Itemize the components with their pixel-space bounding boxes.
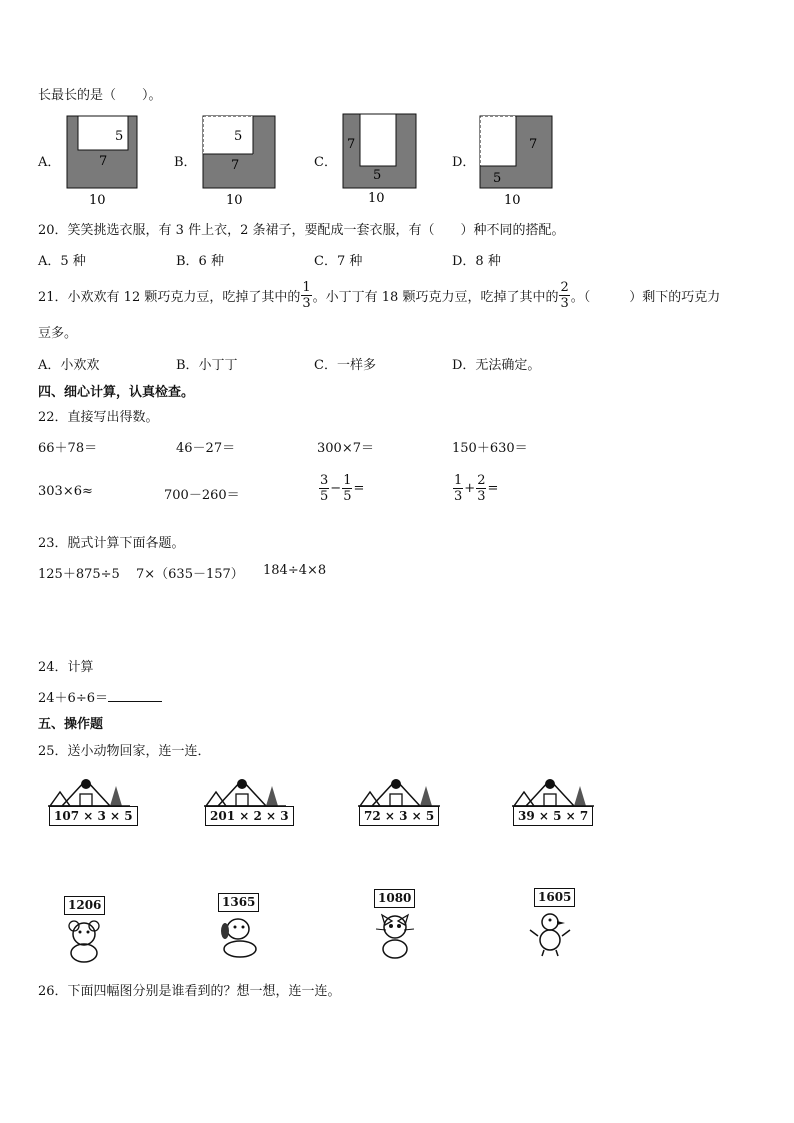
q22-frac-a-n1: 3 xyxy=(320,473,329,488)
q21-option-d[interactable]: D．无法确定。 xyxy=(452,358,541,373)
q22-frac-b-op: + xyxy=(464,481,476,496)
q22-item-3: 300×7＝ xyxy=(317,441,374,456)
q21-part1: 21．小欢欢有 12 颗巧克力豆，吃掉了其中的 xyxy=(38,290,301,305)
q19-c-inner-a: 7 xyxy=(347,137,356,152)
q19-b-bottom: 10 xyxy=(226,193,243,208)
q22-item-4: 150＋630＝ xyxy=(452,441,528,456)
animal-2[interactable] xyxy=(212,893,282,973)
q19-option-c-label[interactable]: C． xyxy=(314,155,337,170)
animal-1[interactable] xyxy=(58,896,128,976)
q23-item-2: 7×（635－157） xyxy=(136,567,244,582)
q22-frac-b-eq: = xyxy=(487,481,499,496)
q22-frac-b-d1: 3 xyxy=(454,489,463,504)
q21-option-c[interactable]: C．一样多 xyxy=(314,358,376,373)
q22-frac-b-d2: 3 xyxy=(477,489,486,504)
q22-frac-a-n2: 1 xyxy=(343,473,352,488)
q22-frac-a-eq: = xyxy=(353,481,365,496)
q21-frac2-den: 3 xyxy=(560,296,569,311)
q19-figure-b xyxy=(200,112,282,208)
q19-b-inner-b: 7 xyxy=(231,158,240,173)
q19-d-inner-b: 7 xyxy=(529,137,538,152)
q22-item-1: 66＋78＝ xyxy=(38,441,98,456)
duck-icon xyxy=(528,908,578,960)
animal-4-number: 1605 xyxy=(534,888,575,907)
q22-item-5: 303×6≈ xyxy=(38,484,93,499)
dog-icon xyxy=(212,913,264,961)
house-icon xyxy=(356,772,444,808)
q21-fraction-1 xyxy=(301,280,311,311)
q21-frac1-den: 3 xyxy=(302,296,311,311)
q23-item-3: 184÷4×8 xyxy=(263,563,327,578)
q21-part2: 。小丁丁有 18 颗巧克力豆，吃掉了其中的 xyxy=(312,290,559,305)
q22-item-2: 46－27＝ xyxy=(176,441,236,456)
q20-option-b[interactable]: B．6 种 xyxy=(176,254,224,269)
q19-a-bottom: 10 xyxy=(89,193,106,208)
q19-a-inner-a: 5 xyxy=(115,129,124,144)
q23-title: 23．脱式计算下面各题。 xyxy=(38,536,185,551)
house-2[interactable] xyxy=(202,772,290,828)
house-icon xyxy=(510,772,598,808)
q21-option-a[interactable]: A．小欢欢 xyxy=(38,358,100,373)
q22-frac-b-n2: 2 xyxy=(477,473,486,488)
q22-frac-a-1 xyxy=(319,473,329,504)
q19-d-inner-a: 5 xyxy=(493,171,502,186)
q19-option-a-label[interactable]: A． xyxy=(38,155,61,170)
q22-frac-b-n1: 1 xyxy=(454,473,463,488)
q22-title: 22．直接写出得数。 xyxy=(38,410,159,425)
q21-line1 xyxy=(38,280,720,311)
q22-frac-a-op: − xyxy=(330,481,342,496)
q19-option-b-label[interactable]: B． xyxy=(174,155,197,170)
q19-b-inner-a: 5 xyxy=(234,129,243,144)
q20-text: 20．笑笑挑选衣服，有 3 件上衣，2 条裙子，要配成一套衣服，有（ ）种不同的搭配。 xyxy=(38,223,565,238)
q19-text: 长最长的是（ ）。 xyxy=(38,88,162,103)
house-2-expression: 201 × 2 × 3 xyxy=(205,806,294,826)
house-icon xyxy=(46,772,134,808)
q24-answer-blank[interactable] xyxy=(108,689,162,702)
section-4-heading: 四、细心计算，认真检查。 xyxy=(38,385,195,400)
q22-frac-b-1 xyxy=(453,473,463,504)
q22-item-8 xyxy=(452,473,498,504)
q22-frac-a-d1: 5 xyxy=(320,489,329,504)
q19-figure-a xyxy=(64,112,144,208)
q22-item-6: 700－260＝ xyxy=(164,488,240,503)
house-3[interactable] xyxy=(356,772,444,828)
q22-frac-a-d2: 5 xyxy=(343,489,352,504)
q21-frac2-num: 2 xyxy=(560,280,569,295)
bear-icon xyxy=(60,916,110,964)
q19-c-inner-b: 5 xyxy=(373,168,382,183)
house-1-expression: 107 × 3 × 5 xyxy=(49,806,138,826)
q19-c-bottom: 10 xyxy=(368,191,385,206)
q19-figure-d xyxy=(477,112,557,208)
q26-title: 26．下面四幅图分别是谁看到的？想一想，连一连。 xyxy=(38,984,341,999)
animal-2-number: 1365 xyxy=(218,893,259,912)
animal-4[interactable] xyxy=(528,888,598,968)
house-4[interactable] xyxy=(510,772,598,828)
q20-option-d[interactable]: D．8 种 xyxy=(452,254,501,269)
q20-option-a[interactable]: A．5 种 xyxy=(38,254,86,269)
section-5-heading: 五、操作题 xyxy=(38,717,104,732)
animal-3[interactable] xyxy=(368,889,438,969)
animal-1-number: 1206 xyxy=(64,896,105,915)
q24-title: 24．计算 xyxy=(38,660,94,675)
house-1[interactable] xyxy=(46,772,134,828)
q21-fraction-2 xyxy=(559,280,569,311)
house-4-expression: 39 × 5 × 7 xyxy=(513,806,593,826)
q21-option-b[interactable]: B．小丁丁 xyxy=(176,358,238,373)
house-3-expression: 72 × 3 × 5 xyxy=(359,806,439,826)
q19-a-inner-b: 7 xyxy=(99,154,108,169)
q19-figure-c xyxy=(340,110,420,208)
q21-part3: 。（ ）剩下的巧克力 xyxy=(570,290,721,305)
q22-item-7 xyxy=(318,473,364,504)
q20-option-c[interactable]: C．7 种 xyxy=(314,254,363,269)
q19-option-d-label[interactable]: D． xyxy=(452,155,476,170)
q19-d-bottom: 10 xyxy=(504,193,521,208)
cat-icon xyxy=(370,909,420,961)
q24-expr: 24＋6÷6＝ xyxy=(38,691,108,706)
q21-frac1-num: 1 xyxy=(302,280,311,295)
q22-frac-b-2 xyxy=(476,473,486,504)
house-icon xyxy=(202,772,290,808)
animal-3-number: 1080 xyxy=(374,889,415,908)
q25-title: 25．送小动物回家，连一连． xyxy=(38,744,211,759)
q24-line xyxy=(38,687,162,706)
q23-item-1: 125＋875÷5 xyxy=(38,567,120,582)
q21-line2: 豆多。 xyxy=(38,326,78,341)
q22-frac-a-2 xyxy=(342,473,352,504)
